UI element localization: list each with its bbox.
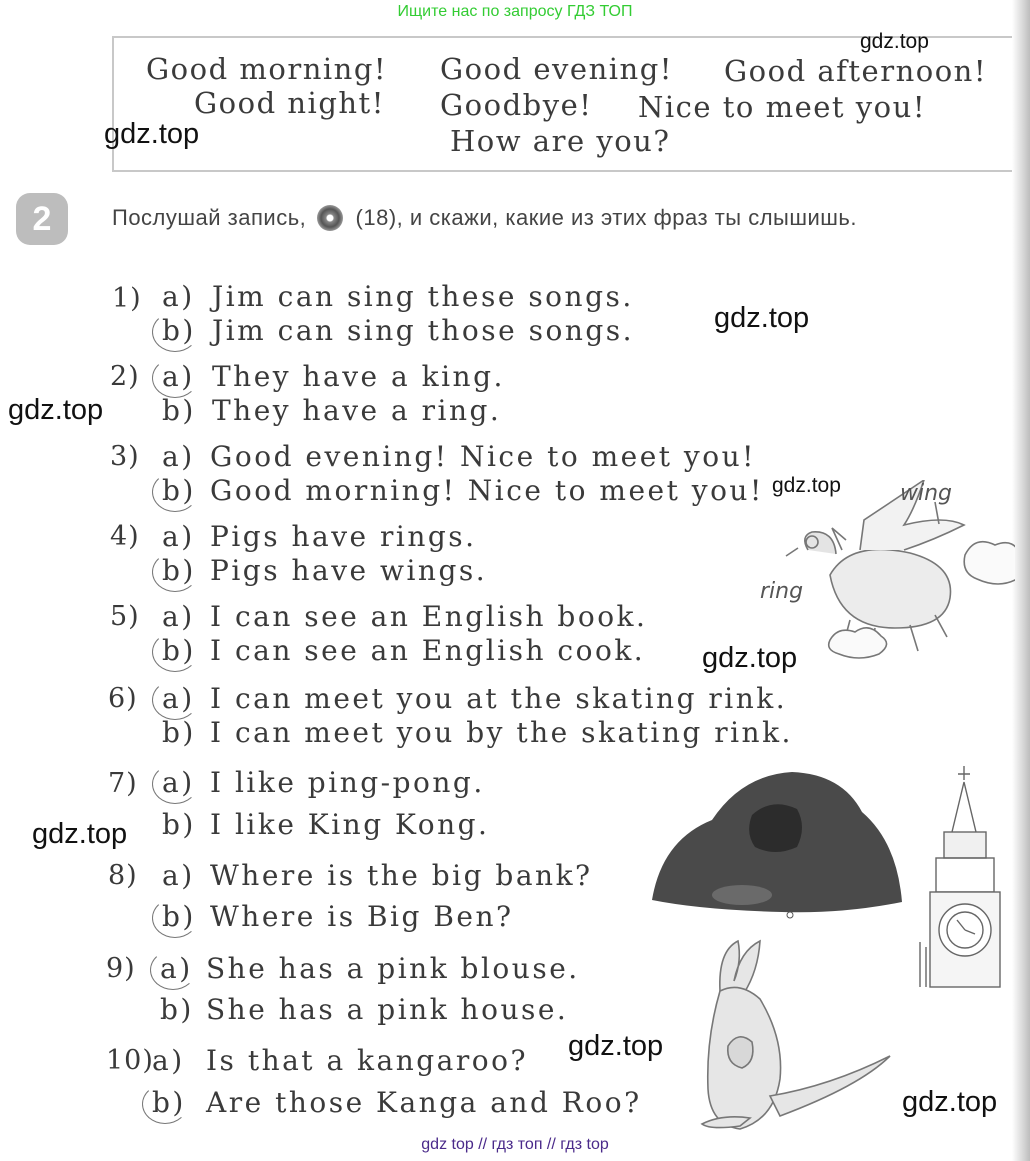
option-label-a: a)	[162, 766, 195, 799]
item-number: 5)	[110, 601, 140, 632]
option-text-b: I can see an English cook.	[210, 634, 646, 667]
item-number: 10)	[106, 1045, 154, 1076]
option-text-b: Where is Big Ben?	[210, 900, 514, 933]
pencil-circle-mark	[142, 1084, 188, 1124]
option-text-a: I like ping-pong.	[210, 766, 485, 799]
option-text-b: She has a pink house.	[206, 993, 569, 1026]
option-label-a: a)	[162, 859, 195, 892]
phrase: Goodbye!	[440, 88, 593, 122]
option-text-b: I like King Kong.	[210, 808, 490, 841]
watermark: gdz.top	[902, 1086, 998, 1118]
option-label-b: b)	[162, 394, 196, 427]
option-label-b: b)	[162, 634, 196, 667]
option-label-b: b)	[162, 314, 196, 347]
item-number: 2)	[110, 361, 140, 392]
gorilla-illustration	[642, 770, 912, 920]
exercise-number-badge: 2	[16, 193, 68, 245]
option-label-b: b)	[152, 1086, 186, 1119]
option-text-a: I can see an English book.	[210, 600, 648, 633]
pencil-circle-mark	[152, 680, 198, 720]
phrase: Good evening!	[440, 52, 673, 86]
option-label-a: a)	[162, 520, 195, 553]
option-label-a: a)	[160, 952, 193, 985]
pencil-circle-mark	[152, 898, 198, 938]
pencil-circle-mark	[152, 358, 198, 398]
wing-label: wing	[900, 481, 953, 506]
option-text-b: Are those Kanga and Roo?	[206, 1086, 642, 1119]
watermark: gdz.top	[8, 394, 104, 426]
item-number: 9)	[106, 953, 136, 984]
watermark: gdz.top	[702, 642, 798, 674]
option-text-b: I can meet you by the skating rink.	[210, 716, 793, 749]
pencil-circle-mark	[152, 312, 198, 352]
option-text-a: I can meet you at the skating rink.	[210, 682, 788, 715]
option-label-a: a)	[162, 682, 195, 715]
option-label-b: b)	[162, 554, 196, 587]
option-text-a: Where is the big bank?	[210, 859, 593, 892]
option-text-a: Is that a kangaroo?	[206, 1044, 528, 1077]
option-label-b: b)	[162, 900, 196, 933]
pencil-circle-mark	[152, 472, 198, 512]
option-label-a: a)	[162, 600, 195, 633]
phrase: Good morning!	[146, 52, 388, 86]
watermark: gdz.top	[568, 1030, 664, 1062]
watermark: gdz.top	[104, 118, 200, 150]
option-label-b: b)	[162, 474, 196, 507]
phrase: Nice to meet you!	[638, 90, 926, 124]
pencil-circle-mark	[152, 764, 198, 804]
exercise-instruction	[112, 204, 1012, 232]
instruction-text: Послушай запись,	[112, 205, 307, 230]
phrase: Good night!	[194, 86, 385, 120]
option-label-b: b)	[162, 716, 196, 749]
pencil-circle-mark	[152, 632, 198, 672]
watermark: gdz.top	[860, 30, 929, 53]
phrase: Good afternoon!	[724, 54, 987, 88]
instruction-text: (18), и скажи, какие из этих фраз ты слышишь.	[355, 205, 858, 230]
option-label-a: a)	[162, 440, 195, 473]
option-label-a: a)	[162, 360, 195, 393]
item-number: 6)	[108, 683, 138, 714]
phrase: How are you?	[450, 124, 671, 158]
option-text-a: They have a king.	[212, 360, 505, 393]
option-text-b: Jim can sing those songs.	[212, 314, 635, 347]
big-ben-illustration	[912, 762, 1012, 992]
watermark: gdz.top	[772, 474, 841, 497]
item-number: 1)	[112, 283, 142, 314]
footer-links: gdz top // гдз топ // гдз top	[421, 1136, 609, 1153]
item-number: 8)	[108, 860, 138, 891]
option-text-b: They have a ring.	[212, 394, 502, 427]
item-number: 4)	[110, 521, 140, 552]
ring-label: ring	[760, 579, 804, 604]
watermark: gdz.top	[714, 302, 810, 334]
audio-cd-icon	[317, 205, 343, 231]
pencil-circle-mark	[150, 950, 196, 990]
option-text-b: Pigs have wings.	[210, 554, 488, 587]
top-banner: Ищите нас по запросу ГДЗ ТОП	[397, 3, 633, 20]
watermark: gdz.top	[32, 818, 128, 850]
option-text-b: Good morning! Nice to meet you!	[210, 474, 764, 507]
option-label-b: b)	[160, 993, 194, 1026]
option-label-a: a)	[162, 280, 195, 313]
option-text-a: Good evening! Nice to meet you!	[210, 440, 756, 473]
item-number: 7)	[108, 768, 138, 799]
pencil-circle-mark	[152, 552, 198, 592]
option-label-a: a)	[152, 1044, 185, 1077]
option-text-a: She has a pink blouse.	[206, 952, 580, 985]
item-number: 3)	[110, 441, 140, 472]
phrase-box	[112, 36, 1014, 172]
option-label-b: b)	[162, 808, 196, 841]
option-text-a: Pigs have rings.	[210, 520, 477, 553]
kangaroo-illustration	[700, 936, 910, 1136]
option-text-a: Jim can sing these songs.	[212, 280, 634, 313]
